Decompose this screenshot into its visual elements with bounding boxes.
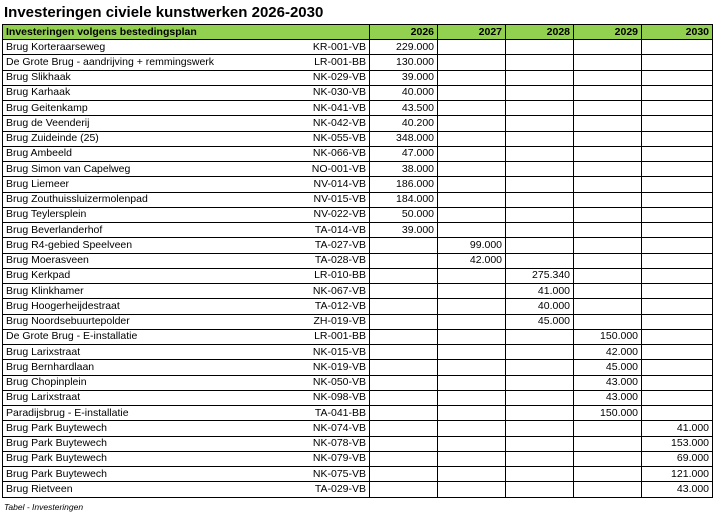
object-code-cell: NK-098-VB [308, 390, 370, 405]
amount-cell: 69.000 [642, 451, 713, 466]
amount-cell [370, 314, 438, 329]
amount-cell [642, 192, 713, 207]
amount-cell [370, 436, 438, 451]
amount-cell [642, 207, 713, 222]
amount-cell [506, 40, 574, 55]
amount-cell [438, 116, 506, 131]
amount-cell [506, 207, 574, 222]
amount-cell: 40.000 [370, 85, 438, 100]
amount-cell [642, 268, 713, 283]
amount-cell [574, 116, 642, 131]
object-code-cell: TA-012-VB [308, 299, 370, 314]
amount-cell [642, 223, 713, 238]
table-row [3, 268, 713, 283]
table-row [3, 85, 713, 100]
amount-cell [370, 284, 438, 299]
table-row [3, 162, 713, 177]
amount-cell [642, 360, 713, 375]
object-code-cell: LR-001-BB [308, 329, 370, 344]
amount-cell [438, 345, 506, 360]
object-code-cell: NK-074-VB [308, 421, 370, 436]
amount-cell [506, 192, 574, 207]
table-row [3, 55, 713, 70]
amount-cell [574, 146, 642, 161]
table-row [3, 375, 713, 390]
amount-cell [642, 375, 713, 390]
amount-cell [506, 253, 574, 268]
amount-cell: 186.000 [370, 177, 438, 192]
object-name-cell: Brug Korteraarseweg [3, 40, 308, 55]
amount-cell [506, 421, 574, 436]
header-year: 2026 [370, 25, 438, 40]
amount-cell [574, 253, 642, 268]
object-code-cell: KR-001-VB [308, 40, 370, 55]
object-code-cell: ZH-019-VB [308, 314, 370, 329]
amount-cell [642, 116, 713, 131]
amount-cell: 153.000 [642, 436, 713, 451]
amount-cell [438, 207, 506, 222]
amount-cell [574, 177, 642, 192]
amount-cell: 348.000 [370, 131, 438, 146]
amount-cell [438, 177, 506, 192]
amount-cell [438, 375, 506, 390]
amount-cell [506, 85, 574, 100]
object-code-cell: NK-066-VB [308, 146, 370, 161]
amount-cell [370, 451, 438, 466]
header-year: 2030 [642, 25, 713, 40]
object-name-cell: Brug de Veenderij [3, 116, 308, 131]
amount-cell [506, 101, 574, 116]
table-header-row [3, 25, 713, 40]
table-row [3, 406, 713, 421]
object-code-cell: NK-041-VB [308, 101, 370, 116]
amount-cell [506, 375, 574, 390]
amount-cell [574, 299, 642, 314]
object-name-cell: Brug Noordsebuurtepolder [3, 314, 308, 329]
amount-cell [506, 70, 574, 85]
table-row [3, 482, 713, 497]
amount-cell [574, 268, 642, 283]
amount-cell [642, 284, 713, 299]
object-name-cell: Brug Rietveen [3, 482, 308, 497]
amount-cell [506, 345, 574, 360]
object-name-cell: Brug Liemeer [3, 177, 308, 192]
object-code-cell: NV-022-VB [308, 207, 370, 222]
header-year: 2029 [574, 25, 642, 40]
amount-cell [438, 482, 506, 497]
amount-cell: 42.000 [574, 345, 642, 360]
amount-cell: 42.000 [438, 253, 506, 268]
object-code-cell: NK-042-VB [308, 116, 370, 131]
object-code-cell: NK-015-VB [308, 345, 370, 360]
object-code-cell: NV-015-VB [308, 192, 370, 207]
amount-cell [574, 314, 642, 329]
amount-cell [506, 131, 574, 146]
table-row [3, 451, 713, 466]
amount-cell [642, 314, 713, 329]
object-code-cell: NK-067-VB [308, 284, 370, 299]
amount-cell: 150.000 [574, 406, 642, 421]
amount-cell: 130.000 [370, 55, 438, 70]
amount-cell [370, 421, 438, 436]
amount-cell [438, 146, 506, 161]
amount-cell [642, 253, 713, 268]
amount-cell [506, 162, 574, 177]
amount-cell [574, 436, 642, 451]
object-code-cell: NK-050-VB [308, 375, 370, 390]
table-row [3, 253, 713, 268]
object-name-cell: Brug Simon van Capelweg [3, 162, 308, 177]
table-row [3, 238, 713, 253]
amount-cell [438, 85, 506, 100]
amount-cell [438, 329, 506, 344]
object-code-cell: TA-029-VB [308, 482, 370, 497]
object-code-cell: NK-030-VB [308, 85, 370, 100]
table-caption: Tabel - Investeringen [4, 502, 84, 512]
amount-cell [370, 375, 438, 390]
object-code-cell: NK-055-VB [308, 131, 370, 146]
object-name-cell: Brug Klinkhamer [3, 284, 308, 299]
amount-cell [574, 131, 642, 146]
object-code-cell: NK-075-VB [308, 467, 370, 482]
object-name-cell: Brug Park Buytewech [3, 421, 308, 436]
amount-cell [642, 162, 713, 177]
amount-cell: 40.000 [506, 299, 574, 314]
table-row [3, 131, 713, 146]
amount-cell [438, 40, 506, 55]
object-name-cell: Brug Kerkpad [3, 268, 308, 283]
amount-cell [438, 436, 506, 451]
amount-cell [574, 421, 642, 436]
amount-cell [438, 268, 506, 283]
amount-cell [438, 314, 506, 329]
amount-cell: 45.000 [574, 360, 642, 375]
object-name-cell: Brug Larixstraat [3, 345, 308, 360]
table-row [3, 146, 713, 161]
amount-cell: 229.000 [370, 40, 438, 55]
amount-cell [506, 329, 574, 344]
amount-cell: 150.000 [574, 329, 642, 344]
object-name-cell: Brug Karhaak [3, 85, 308, 100]
amount-cell [506, 146, 574, 161]
amount-cell [506, 116, 574, 131]
amount-cell [438, 131, 506, 146]
table-row [3, 177, 713, 192]
amount-cell: 184.000 [370, 192, 438, 207]
page-title: Investeringen civiele kunstwerken 2026-2030 [4, 4, 324, 21]
amount-cell [574, 207, 642, 222]
amount-cell [506, 390, 574, 405]
amount-cell [438, 192, 506, 207]
table-row [3, 207, 713, 222]
amount-cell [506, 223, 574, 238]
amount-cell: 43.000 [642, 482, 713, 497]
amount-cell [574, 55, 642, 70]
table-row [3, 467, 713, 482]
amount-cell [642, 131, 713, 146]
amount-cell [642, 177, 713, 192]
amount-cell [574, 284, 642, 299]
object-name-cell: Brug Larixstraat [3, 390, 308, 405]
amount-cell [574, 85, 642, 100]
table-row [3, 116, 713, 131]
amount-cell [438, 406, 506, 421]
amount-cell [642, 85, 713, 100]
table-row [3, 223, 713, 238]
amount-cell [506, 451, 574, 466]
object-code-cell: TA-014-VB [308, 223, 370, 238]
object-code-cell: TA-028-VB [308, 253, 370, 268]
amount-cell [506, 467, 574, 482]
amount-cell [370, 390, 438, 405]
amount-cell [370, 360, 438, 375]
amount-cell [506, 436, 574, 451]
amount-cell: 43.500 [370, 101, 438, 116]
object-code-cell: TA-041-BB [308, 406, 370, 421]
investment-table [2, 24, 713, 498]
object-name-cell: Brug Chopinplein [3, 375, 308, 390]
amount-cell [574, 238, 642, 253]
amount-cell [370, 253, 438, 268]
object-name-cell: Brug Zuideinde (25) [3, 131, 308, 146]
amount-cell [438, 55, 506, 70]
amount-cell: 40.200 [370, 116, 438, 131]
amount-cell [574, 162, 642, 177]
header-label: Investeringen volgens bestedingsplan [3, 25, 370, 40]
table-row [3, 345, 713, 360]
amount-cell: 121.000 [642, 467, 713, 482]
table-row [3, 284, 713, 299]
object-name-cell: Brug Beverlanderhof [3, 223, 308, 238]
amount-cell: 47.000 [370, 146, 438, 161]
amount-cell [642, 101, 713, 116]
amount-cell [370, 238, 438, 253]
amount-cell [506, 238, 574, 253]
object-code-cell: NK-019-VB [308, 360, 370, 375]
amount-cell [642, 40, 713, 55]
object-code-cell: NK-078-VB [308, 436, 370, 451]
amount-cell [642, 299, 713, 314]
amount-cell [574, 451, 642, 466]
object-name-cell: Brug Park Buytewech [3, 451, 308, 466]
amount-cell: 45.000 [506, 314, 574, 329]
amount-cell [506, 406, 574, 421]
amount-cell [642, 238, 713, 253]
amount-cell: 41.000 [642, 421, 713, 436]
table-row [3, 360, 713, 375]
table-row [3, 101, 713, 116]
object-name-cell: Brug Ambeeld [3, 146, 308, 161]
amount-cell: 43.000 [574, 375, 642, 390]
amount-cell [642, 146, 713, 161]
amount-cell [438, 284, 506, 299]
amount-cell: 39.000 [370, 223, 438, 238]
amount-cell [506, 177, 574, 192]
object-code-cell: LR-001-BB [308, 55, 370, 70]
table-body [3, 25, 713, 498]
amount-cell [438, 70, 506, 85]
header-year: 2027 [438, 25, 506, 40]
object-name-cell: Brug Bernhardlaan [3, 360, 308, 375]
object-name-cell: Brug Slikhaak [3, 70, 308, 85]
amount-cell [506, 482, 574, 497]
table-row [3, 421, 713, 436]
amount-cell [370, 482, 438, 497]
object-code-cell: LR-010-BB [308, 268, 370, 283]
amount-cell: 41.000 [506, 284, 574, 299]
amount-cell [438, 101, 506, 116]
amount-cell: 38.000 [370, 162, 438, 177]
object-code-cell: NV-014-VB [308, 177, 370, 192]
amount-cell: 99.000 [438, 238, 506, 253]
amount-cell [574, 482, 642, 497]
amount-cell [574, 70, 642, 85]
amount-cell [574, 192, 642, 207]
table-row [3, 40, 713, 55]
amount-cell [370, 329, 438, 344]
table-row [3, 299, 713, 314]
amount-cell [642, 390, 713, 405]
object-code-cell: NO-001-VB [308, 162, 370, 177]
amount-cell [574, 40, 642, 55]
amount-cell [370, 268, 438, 283]
header-year: 2028 [506, 25, 574, 40]
object-name-cell: Brug Teylersplein [3, 207, 308, 222]
object-name-cell: De Grote Brug - aandrijving + remmingswerk [3, 55, 308, 70]
amount-cell: 275.340 [506, 268, 574, 283]
object-name-cell: Brug Hoogerheijdestraat [3, 299, 308, 314]
object-name-cell: De Grote Brug - E-installatie [3, 329, 308, 344]
table-row [3, 70, 713, 85]
amount-cell [642, 55, 713, 70]
amount-cell [438, 299, 506, 314]
amount-cell [506, 360, 574, 375]
object-code-cell: NK-079-VB [308, 451, 370, 466]
object-name-cell: Paradijsbrug - E-installatie [3, 406, 308, 421]
object-code-cell: NK-029-VB [308, 70, 370, 85]
amount-cell [438, 467, 506, 482]
table-row [3, 192, 713, 207]
amount-cell: 39.000 [370, 70, 438, 85]
amount-cell [370, 345, 438, 360]
amount-cell [438, 162, 506, 177]
object-name-cell: Brug Park Buytewech [3, 467, 308, 482]
amount-cell [574, 223, 642, 238]
table-row [3, 436, 713, 451]
amount-cell [438, 360, 506, 375]
amount-cell [574, 467, 642, 482]
amount-cell [438, 390, 506, 405]
amount-cell [506, 55, 574, 70]
object-name-cell: Brug Moerasveen [3, 253, 308, 268]
table-row [3, 390, 713, 405]
amount-cell [642, 329, 713, 344]
object-code-cell: TA-027-VB [308, 238, 370, 253]
table-row [3, 314, 713, 329]
amount-cell [642, 345, 713, 360]
amount-cell [438, 421, 506, 436]
amount-cell [438, 451, 506, 466]
amount-cell [370, 467, 438, 482]
amount-cell [370, 406, 438, 421]
object-name-cell: Brug Geitenkamp [3, 101, 308, 116]
table-row [3, 329, 713, 344]
amount-cell [642, 70, 713, 85]
amount-cell [574, 101, 642, 116]
object-name-cell: Brug R4-gebied Speelveen [3, 238, 308, 253]
amount-cell: 43.000 [574, 390, 642, 405]
amount-cell [642, 406, 713, 421]
object-name-cell: Brug Park Buytewech [3, 436, 308, 451]
object-name-cell: Brug Zouthuissluizermolenpad [3, 192, 308, 207]
amount-cell [370, 299, 438, 314]
amount-cell [438, 223, 506, 238]
amount-cell: 50.000 [370, 207, 438, 222]
